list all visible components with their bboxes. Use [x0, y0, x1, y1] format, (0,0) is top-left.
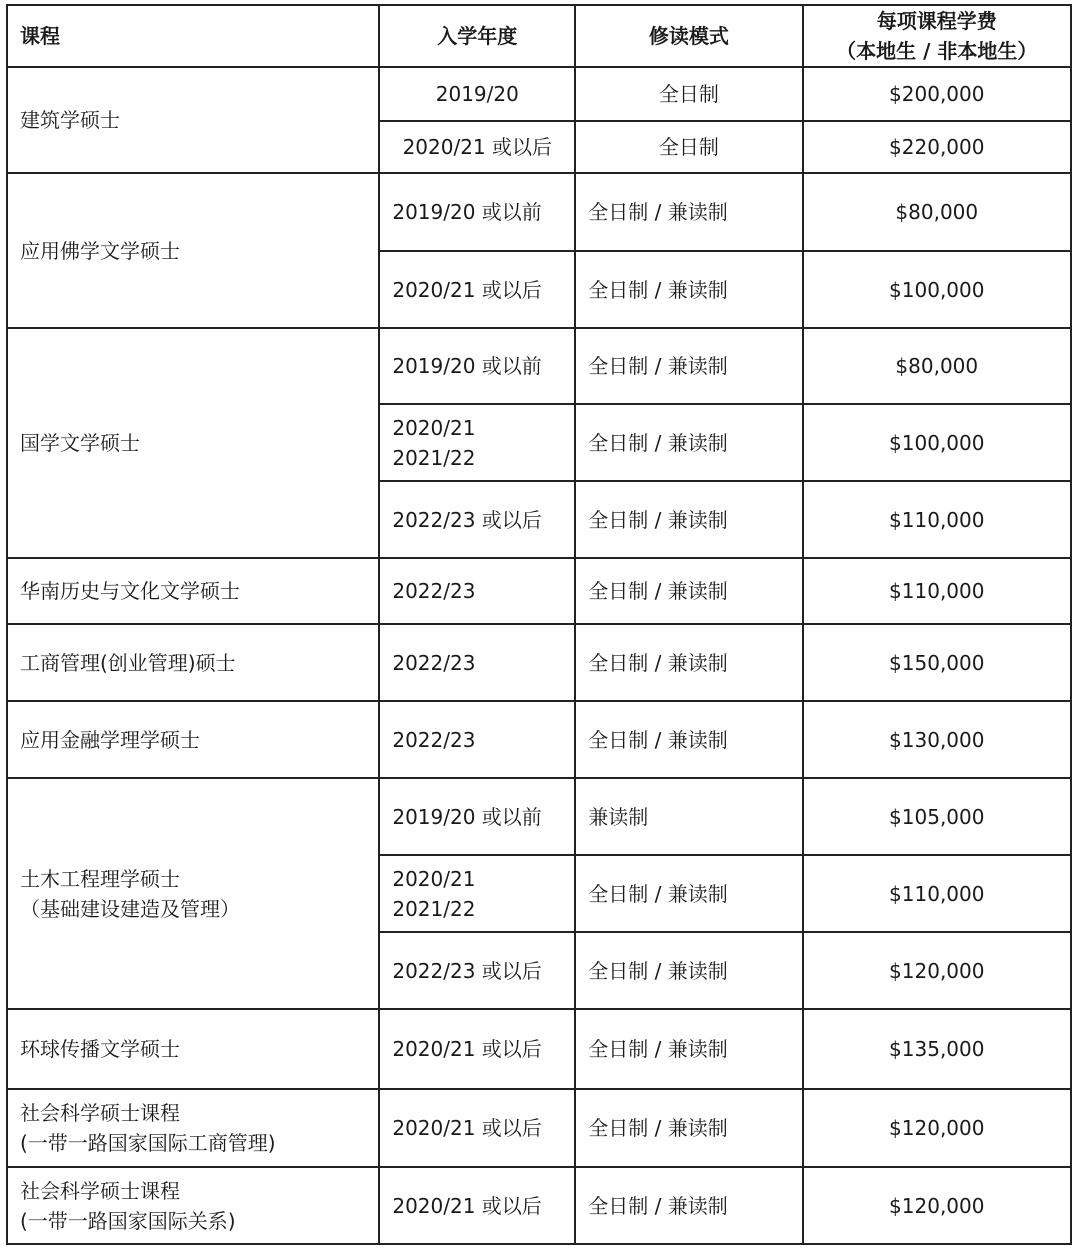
enrolment-year-line: 2022/23 [392, 579, 476, 603]
tuition-fee-table [6, 4, 1072, 1245]
tuition-fee-cell: $220,000 [803, 121, 1071, 173]
enrolment-year-line: 2022/23 [392, 727, 476, 752]
tuition-fee-cell: $120,000 [803, 1089, 1071, 1167]
header-year: 入学年度 [379, 5, 575, 67]
enrolment-year-line: 2022/23 或以后 [392, 507, 542, 532]
tuition-fee-cell: $80,000 [803, 328, 1071, 404]
table-row [7, 328, 1071, 404]
enrolment-year-line: 2021/22 [392, 896, 476, 921]
study-mode-cell: 全日制 [575, 67, 802, 121]
study-mode-cell: 全日制 / 兼读制 [575, 855, 802, 932]
course-name-line: （基础建设建造及管理） [20, 896, 240, 921]
enrolment-year-cell [379, 1167, 575, 1244]
course-cell [7, 701, 379, 778]
study-mode-cell: 全日制 / 兼读制 [575, 404, 802, 481]
tuition-fee-cell: $130,000 [803, 701, 1071, 778]
course-name-line: (一带一路国家国际关系) [20, 1208, 236, 1233]
course-cell [7, 1167, 379, 1244]
tuition-fee-cell: $150,000 [803, 624, 1071, 701]
tuition-fee-cell: $80,000 [803, 173, 1071, 251]
enrolment-year-line: 2020/21 或以后 [392, 1037, 542, 1061]
tuition-fee-cell: $110,000 [803, 855, 1071, 932]
enrolment-year-line: 2022/23 [392, 650, 476, 675]
enrolment-year-cell [379, 932, 575, 1009]
header-mode: 修读模式 [575, 5, 802, 67]
course-name-line: 应用金融学理学硕士 [20, 727, 200, 752]
tuition-fee-cell: $110,000 [803, 481, 1071, 558]
header-course: 课程 [7, 5, 379, 67]
enrolment-year-line: 2019/20 或以前 [392, 804, 542, 829]
header-fee-title: 每项课程学费 [876, 9, 997, 33]
course-name-line: 社会科学硕士课程 [20, 1101, 180, 1125]
table-header-row [7, 5, 1071, 67]
enrolment-year-cell [379, 558, 575, 624]
study-mode-cell: 全日制 / 兼读制 [575, 558, 802, 624]
course-cell [7, 328, 379, 558]
table-row [7, 1167, 1071, 1244]
enrolment-year-line: 2020/21 [392, 415, 476, 440]
study-mode-cell: 全日制 / 兼读制 [575, 173, 802, 251]
study-mode-cell: 全日制 / 兼读制 [575, 624, 802, 701]
course-cell [7, 1089, 379, 1167]
course-name-line: 华南历史与文化文学硕士 [20, 579, 240, 603]
tuition-fee-cell: $100,000 [803, 404, 1071, 481]
tuition-fee-cell: $105,000 [803, 778, 1071, 855]
enrolment-year-line: 2021/22 [392, 445, 476, 470]
enrolment-year-line: 2022/23 或以后 [392, 958, 542, 983]
enrolment-year-cell [379, 701, 575, 778]
study-mode-cell: 全日制 / 兼读制 [575, 481, 802, 558]
table-row [7, 1089, 1071, 1167]
course-name-line: 国学文学硕士 [20, 431, 140, 455]
enrolment-year-line: 2019/20 [435, 82, 519, 106]
tuition-fee-cell: $120,000 [803, 1167, 1071, 1244]
course-name-line: 应用佛学文学硕士 [20, 238, 180, 263]
tuition-fee-cell: $120,000 [803, 932, 1071, 1009]
course-name-line: 建筑学硕士 [20, 108, 120, 132]
enrolment-year-line: 2020/21 或以后 [392, 1116, 542, 1140]
course-name-line: (一带一路国家国际工商管理) [20, 1131, 276, 1155]
enrolment-year-cell [379, 251, 575, 328]
enrolment-year-line: 2019/20 或以前 [392, 354, 542, 378]
course-name-line: 环球传播文学硕士 [20, 1037, 180, 1061]
study-mode-cell: 全日制 / 兼读制 [575, 701, 802, 778]
enrolment-year-line: 2020/21 或以后 [402, 135, 553, 159]
enrolment-year-cell [379, 173, 575, 251]
enrolment-year-line: 2020/21 或以后 [392, 277, 542, 302]
tuition-fee-cell: $200,000 [803, 67, 1071, 121]
study-mode-cell: 全日制 / 兼读制 [575, 328, 802, 404]
enrolment-year-line: 2019/20 或以前 [392, 200, 542, 224]
course-cell [7, 624, 379, 701]
study-mode-cell: 全日制 / 兼读制 [575, 1167, 802, 1244]
table-row [7, 67, 1071, 121]
enrolment-year-line: 2020/21 [392, 866, 476, 891]
study-mode-cell: 全日制 / 兼读制 [575, 1009, 802, 1089]
course-cell [7, 173, 379, 328]
enrolment-year-cell [379, 1089, 575, 1167]
tuition-fee-cell: $135,000 [803, 1009, 1071, 1089]
course-cell [7, 1009, 379, 1089]
study-mode-cell: 全日制 / 兼读制 [575, 1089, 802, 1167]
study-mode-cell: 全日制 [575, 121, 802, 173]
enrolment-year-cell [379, 328, 575, 404]
enrolment-year-line: 2020/21 或以后 [392, 1193, 542, 1218]
enrolment-year-cell [379, 121, 575, 173]
table-row [7, 701, 1071, 778]
course-cell [7, 558, 379, 624]
enrolment-year-cell [379, 855, 575, 932]
course-name-line: 工商管理(创业管理)硕士 [20, 650, 236, 675]
header-fee [803, 5, 1071, 67]
course-cell [7, 67, 379, 173]
study-mode-cell: 全日制 / 兼读制 [575, 251, 802, 328]
table-row [7, 778, 1071, 855]
course-name-line: 社会科学硕士课程 [20, 1178, 180, 1203]
enrolment-year-cell [379, 481, 575, 558]
enrolment-year-cell [379, 1009, 575, 1089]
table-row [7, 624, 1071, 701]
enrolment-year-cell [379, 404, 575, 481]
enrolment-year-cell [379, 624, 575, 701]
enrolment-year-cell [379, 778, 575, 855]
table-row [7, 1009, 1071, 1089]
study-mode-cell: 全日制 / 兼读制 [575, 932, 802, 1009]
course-name-line: 土木工程理学硕士 [20, 866, 180, 891]
enrolment-year-cell [379, 67, 575, 121]
table-row [7, 558, 1071, 624]
tuition-fee-cell: $110,000 [803, 558, 1071, 624]
header-fee-subtitle: （本地生 / 非本地生） [836, 39, 1038, 63]
course-cell [7, 778, 379, 1009]
tuition-fee-cell: $100,000 [803, 251, 1071, 328]
study-mode-cell: 兼读制 [575, 778, 802, 855]
footer-note-cropped [20, 1252, 1060, 1260]
table-row [7, 173, 1071, 251]
